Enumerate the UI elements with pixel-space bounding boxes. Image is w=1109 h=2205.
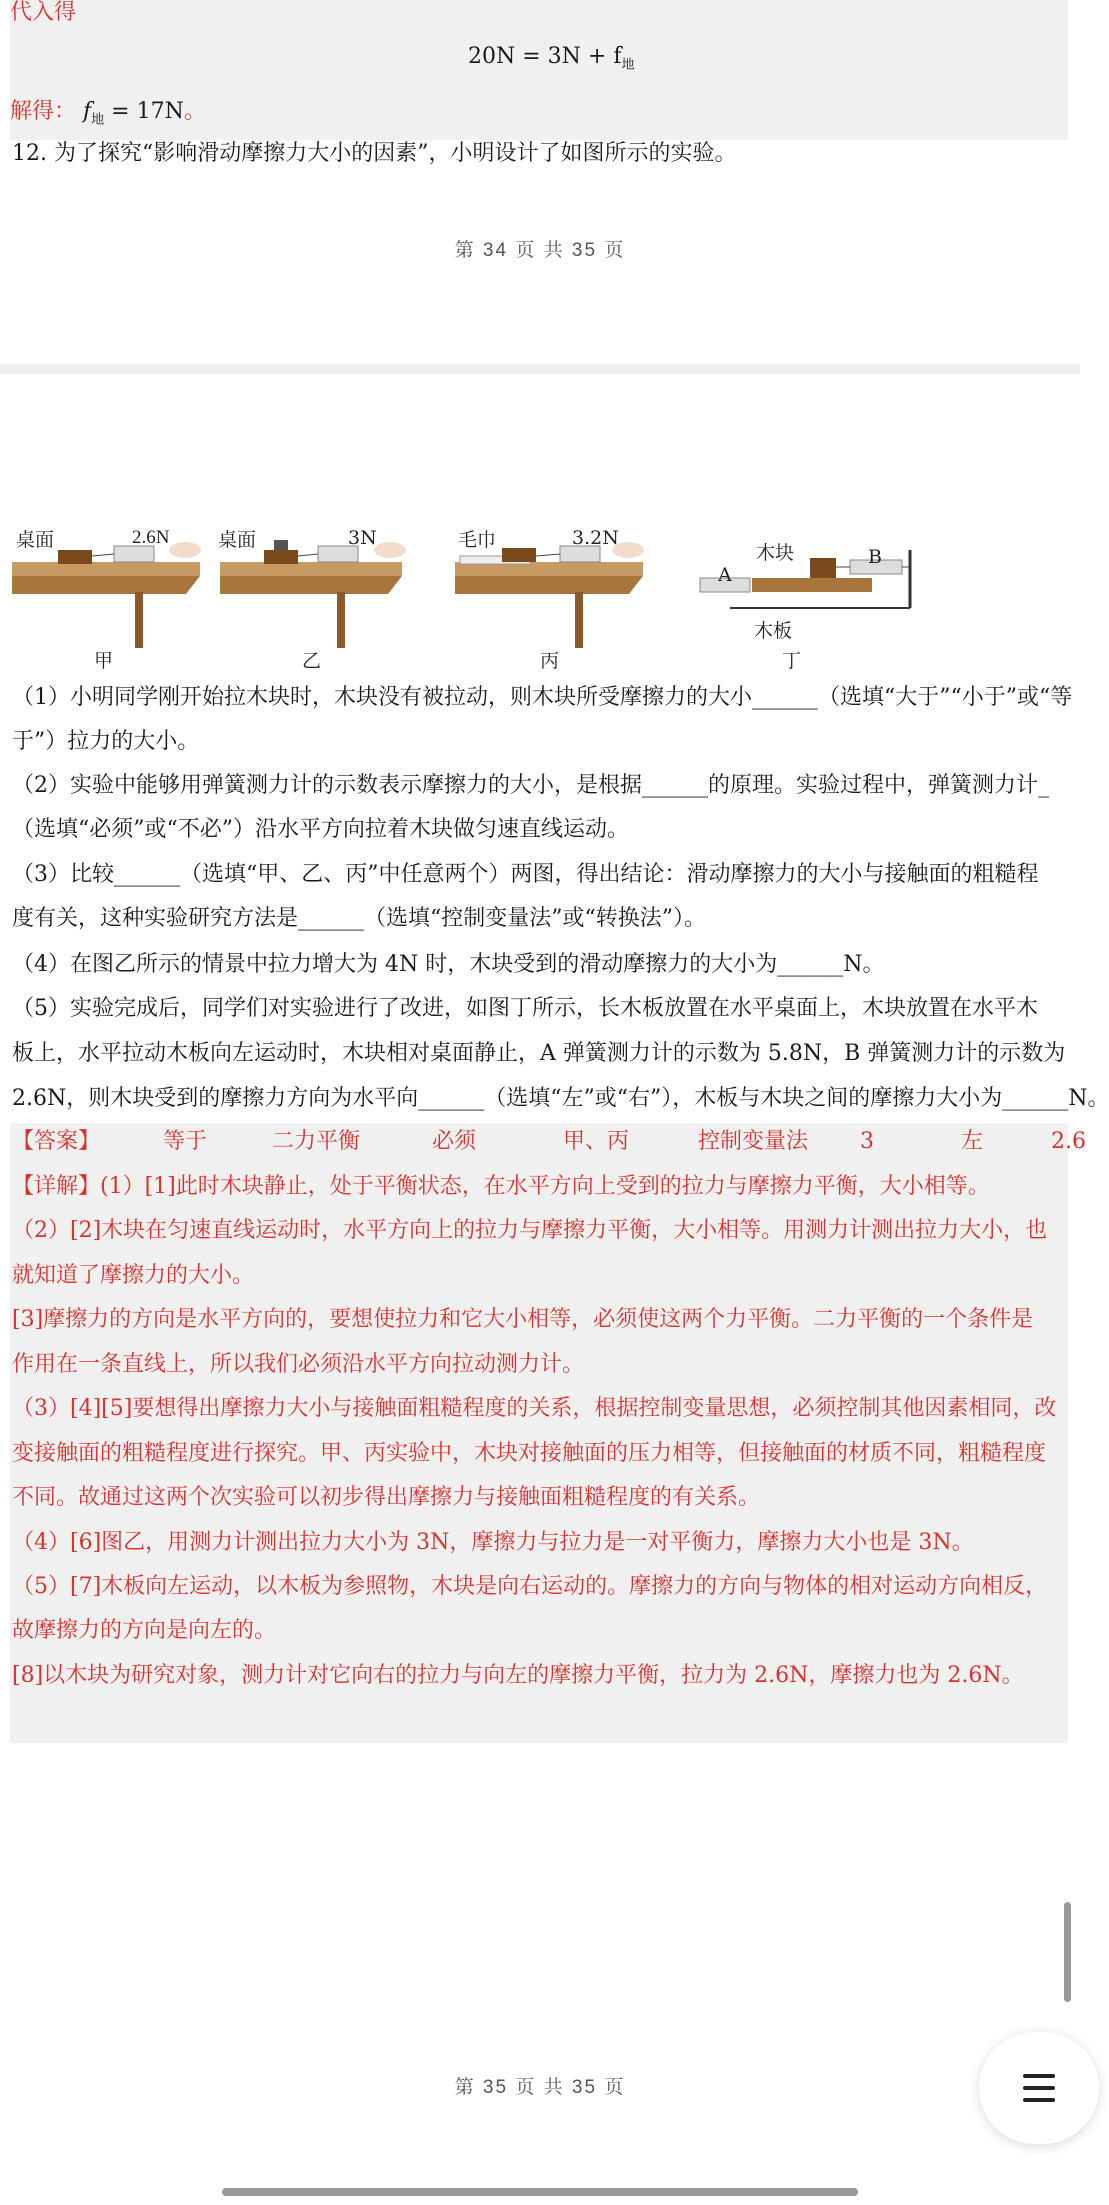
answer-4: 甲、丙 [563, 1129, 630, 1154]
label-yi-force: 3N [348, 527, 377, 549]
answer-1: 等于 [163, 1129, 208, 1154]
home-indicator[interactable] [222, 2188, 858, 2196]
figure-jia [12, 542, 201, 648]
block-ding [810, 558, 836, 578]
result-f: f [83, 99, 92, 124]
label-ding-A: A [718, 564, 732, 586]
q2-line-a: （2）实验中能够用弹簧测力计的示数表示摩擦力的大小，是根据______的原理。实验过程中，弹簧测力计_ [12, 773, 1050, 798]
result-line [10, 94, 206, 127]
scrollbar-thumb[interactable] [1064, 1902, 1071, 2002]
q5-line-c: 2.6N，则木块受到的摩擦力方向为水平向______（选填“左”或“右”），木板与木块之间的摩擦力大小为______N。 [12, 1086, 1109, 1111]
label-ding-caption: 丁 [782, 650, 802, 672]
label-bing-caption: 丙 [540, 650, 560, 672]
label-jia-surface: 桌面 [16, 529, 55, 551]
equation-text: 20N = 3N + f [468, 44, 622, 69]
wood-block-jia [58, 550, 92, 564]
q4-line: （4）在图乙所示的情景中拉力增大为 4N 时，木块受到的滑动摩擦力的大小为______N。 [12, 952, 885, 977]
detail-line-11: 故摩擦力的方向是向左的。 [12, 1618, 277, 1643]
page-number-34: 第 34 页 共 35 页 [454, 240, 626, 261]
equation [468, 44, 635, 72]
answer-label: 【答案】 [12, 1129, 101, 1154]
detail-line-10: （5）[7]木板向左运动，以木板为参照物，木块是向右运动的。摩擦力的方向与物体的相对运动方向相反， [12, 1574, 1048, 1599]
question-12: 12. 为了探究“影响滑动摩擦力大小的因素”，小明设计了如图所示的实验。 [12, 141, 737, 166]
q1-line-b: 于”）拉力的大小。 [12, 729, 200, 754]
label-yi-caption: 乙 [302, 650, 322, 672]
q2-line-b: （选填“必须”或“不必”）沿水平方向拉着木块做匀速直线运动。 [12, 817, 629, 842]
label-yi-surface: 桌面 [218, 529, 257, 551]
q5-line-b: 板上，水平拉动木板向左运动时，木块相对桌面静止，A 弹簧测力计的示数为 5.8N，B 弹簧测力计的示数为 [12, 1041, 1066, 1066]
result-end: 。 [183, 99, 206, 124]
answer-2: 二力平衡 [272, 1129, 361, 1154]
detail-line-5: 作用在一条直线上，所以我们必须沿水平方向拉动测力计。 [12, 1352, 585, 1377]
menu-button[interactable] [979, 2032, 1099, 2144]
page-separator [0, 364, 1080, 374]
result-subscript: 地 [91, 112, 105, 128]
jiede-label: 解得： [10, 99, 77, 124]
result-value: = 17N [104, 99, 184, 124]
q5-line-a: （5）实验完成后，同学们对实验进行了改进，如图丁所示，长木板放置在水平桌面上，木块放置在水平木 [12, 996, 1039, 1021]
label-jia-force: 2.6N [132, 527, 170, 548]
answer-7: 左 [961, 1129, 984, 1154]
detail-line-3: 就知道了摩擦力的大小。 [12, 1263, 255, 1288]
label-bing-force: 3.2N [572, 527, 619, 549]
detail-line-7: 变接触面的粗糙程度进行探究。甲、丙实验中，木块对接触面的压力相等，但接触面的材质不同，粗糙程度 [12, 1441, 1047, 1466]
daijin-label: 代入得 [10, 0, 77, 25]
menu-icon-bar-mid [1023, 2086, 1055, 2090]
detail-line-2: （2）[2]木块在匀速直线运动时，水平方向上的拉力与摩擦力平衡，大小相等。用测力计测出拉力大小，也 [12, 1218, 1048, 1243]
detail-line-1: 【详解】(1）[1]此时木块静止，处于平衡状态，在水平方向上受到的拉力与摩擦力平衡，大小相等。 [12, 1174, 990, 1199]
equation-subscript: 地 [621, 57, 635, 73]
answer-3: 必须 [432, 1129, 477, 1154]
menu-icon-bar-bottom [1023, 2098, 1055, 2102]
weight-yi [274, 540, 288, 550]
answer-8: 2.6 [1051, 1129, 1086, 1154]
label-ding-block: 木块 [756, 542, 795, 564]
q1-line-a: （1）小明同学刚开始拉木块时，木块没有被拉动，则木块所受摩擦力的大小______（选填“大于”“小于”或“等 [12, 685, 1073, 710]
figure-yi [220, 540, 406, 648]
answer-5: 控制变量法 [698, 1129, 809, 1154]
detail-line-12: [8]以木块为研究对象，测力计对它向右的拉力与向左的摩擦力平衡，拉力为 2.6N，摩擦力也为 2.6N。 [12, 1663, 1024, 1688]
detail-line-9: （4）[6]图乙，用测力计测出拉力大小为 3N，摩擦力与拉力是一对平衡力，摩擦力大小也是 3N。 [12, 1530, 974, 1555]
board-ding [752, 578, 872, 592]
page-number-35: 第 35 页 共 35 页 [454, 2077, 626, 2098]
q3-line-a: （3）比较______（选填“甲、乙、丙”中任意两个）两图，得出结论：滑动摩擦力的大小与接触面的粗糙程 [12, 862, 1039, 887]
label-ding-board: 木板 [754, 620, 793, 642]
label-jia-caption: 甲 [94, 650, 114, 672]
menu-icon-bar-top [1023, 2074, 1055, 2078]
label-ding-B: B [868, 546, 882, 568]
answer-row [12, 1127, 1086, 1157]
answer-6: 3 [860, 1129, 874, 1154]
label-bing-surface: 毛巾 [458, 529, 497, 551]
detail-line-4: [3]摩擦力的方向是水平方向的，要想使拉力和它大小相等，必须使这两个力平衡。二力平衡的一个条件是 [12, 1307, 1034, 1332]
detail-line-6: （3）[4][5]要想得出摩擦力大小与接触面粗糙程度的关系，根据控制变量思想，必须控制其他因素相同，改 [12, 1396, 1057, 1421]
detail-line-8: 不同。故通过这两个次实验可以初步得出摩擦力与接触面粗糙程度的有关系。 [12, 1485, 761, 1510]
q3-line-b: 度有关，这种实验研究方法是______（选填“控制变量法”或“转换法”）。 [12, 906, 706, 931]
figure-bing [455, 542, 644, 648]
